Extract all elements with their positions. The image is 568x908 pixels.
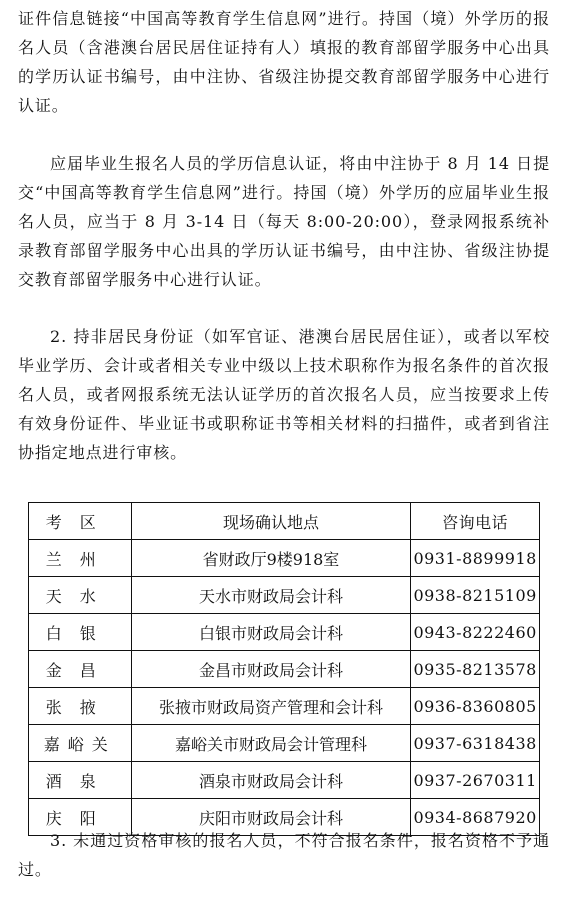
phone-cell: 0936-8360805 [411,688,540,725]
confirmation-sites-table [28,502,540,836]
phone-cell: 0935-8213578 [411,651,540,688]
area-cell: 酒泉 [29,762,132,799]
table-row [29,725,540,762]
header-site: 现场确认地点 [131,503,411,540]
paragraph-certificate-verification: 证件信息链接“中国高等教育学生信息网”进行。持国（境）外学历的报名人员（含港澳台居民居住证持有人）填报的教育部留学服务中心出具的学历认证书编号，由中注协、省级注协提交教育部留学服务中心进行认证。 [18,9,550,115]
site-cell: 庆阳市财政局会计科 [131,799,411,836]
table-row [29,540,540,577]
table-row [29,577,540,614]
area-cell: 天水 [29,577,132,614]
site-cell: 省财政厅9楼918室 [131,540,411,577]
area-cell: 庆阳 [29,799,132,836]
area-cell: 白银 [29,614,132,651]
phone-cell: 0943-8222460 [411,614,540,651]
site-cell: 张掖市财政局资产管理和会计科 [131,688,411,725]
header-phone: 咨询电话 [411,503,540,540]
table-header-row [29,503,540,540]
area-cell: 张掖 [29,688,132,725]
phone-cell: 0931-8899918 [411,540,540,577]
phone-cell: 0937-2670311 [411,762,540,799]
header-area: 考区 [29,503,132,540]
table-row [29,688,540,725]
table-row [29,762,540,799]
site-cell: 金昌市财政局会计科 [131,651,411,688]
site-cell: 嘉峪关市财政局会计管理科 [131,725,411,762]
phone-cell: 0934-8687920 [411,799,540,836]
phone-cell: 0938-8215109 [411,577,540,614]
table-row [29,651,540,688]
phone-cell: 0937-6318438 [411,725,540,762]
paragraph-item-3: 3. 未通过资格审核的报名人员，不符合报名条件，报名资格不予通过。 [18,831,550,879]
area-cell: 金昌 [29,651,132,688]
table-row [29,614,540,651]
paragraph-item-2: 2. 持非居民身份证（如军官证、港澳台居民居住证），或者以军校毕业学历、会计或者相关专业中级以上技术职称作为报名条件的首次报名人员，或者网报系统无法认证学历的首次报名人员，应当按要求上传有效身份证件、毕业证书或职称证书等相关材料的扫描件，或者到省注协指定地点进行审核。 [18,327,550,462]
site-cell: 白银市财政局会计科 [131,614,411,651]
site-cell: 酒泉市财政局会计科 [131,762,411,799]
site-cell: 天水市财政局会计科 [131,577,411,614]
area-cell: 嘉峪关 [29,725,132,762]
area-cell: 兰州 [29,540,132,577]
paragraph-graduate-verification: 应届毕业生报名人员的学历信息认证，将由中注协于 8 月 14 日提交“中国高等教育学生信息网”进行。持国（境）外学历的应届毕业生报名人员，应当于 8 月 3-14 日（每天 8:00-20:00），登录网报系统补录教育部留学服务中心出具的学历认证书编号，由中注协、省级注协提交教育部留学服务中心进行认证。 [18,154,550,289]
